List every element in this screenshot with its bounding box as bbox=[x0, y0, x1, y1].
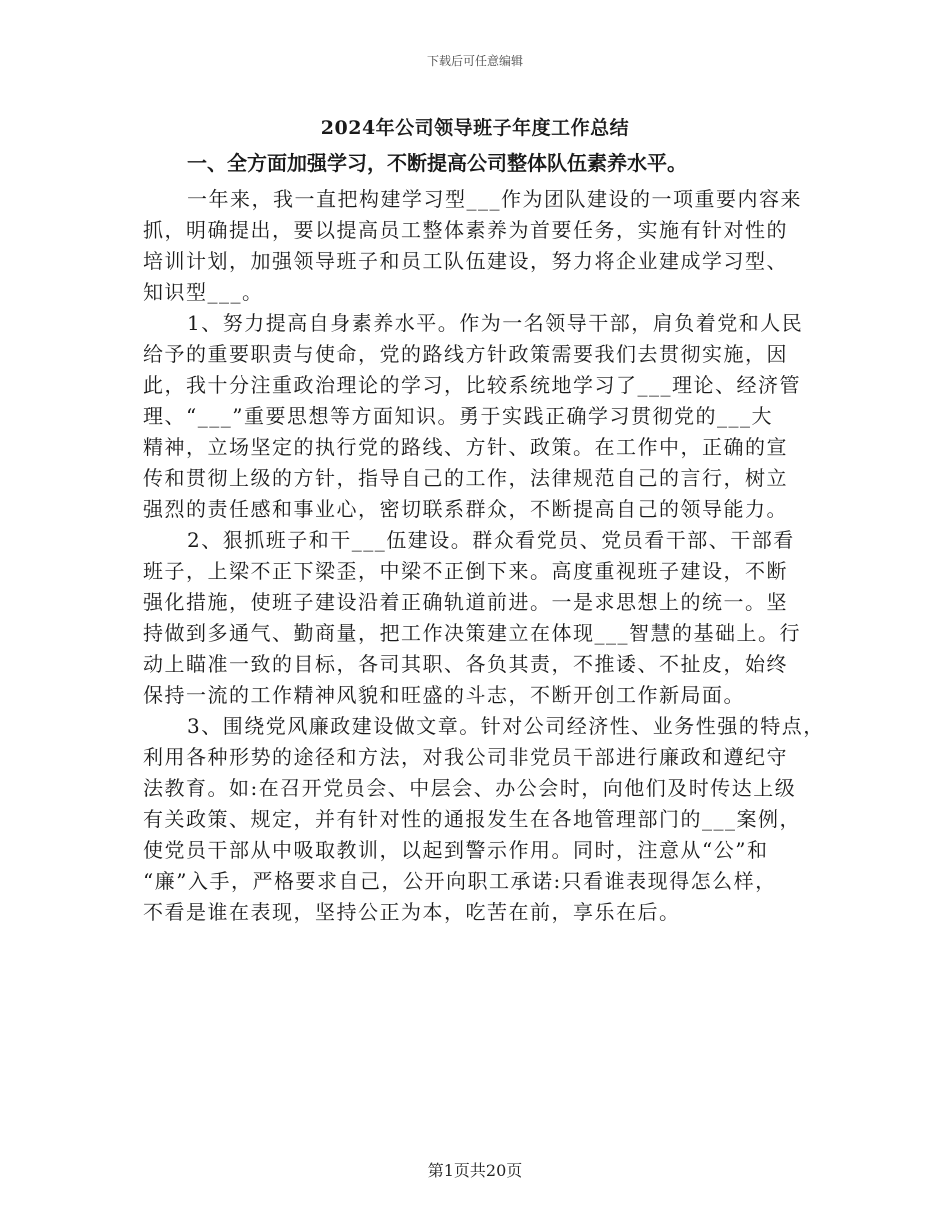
header-note: 下载后可任意编辑 bbox=[426, 54, 523, 68]
paragraph-line: 保持一流的工作精神风貌和旺盛的斗志，不断开创工作新局面。 bbox=[143, 683, 745, 707]
paragraph-line: 理、“___”重要思想等方面知识。勇于实践正确学习贯彻党的___大 bbox=[143, 404, 773, 428]
paragraph-line: 班子，上梁不正下梁歪，中梁不正倒下来。高度重视班子建设，不断 bbox=[143, 559, 788, 583]
paragraph-line: 3、围绕党风廉政建设做文章。针对公司经济性、业务性强的特点， bbox=[187, 714, 825, 738]
paragraph-line: 一年来，我一直把构建学习型___作为团队建设的一项重要内容来 bbox=[187, 187, 802, 211]
paragraph-item-3 bbox=[143, 711, 823, 928]
paragraph-line: 培训计划，加强领导班子和员工队伍建设，努力将企业建成学习型、 bbox=[143, 249, 788, 273]
paragraph-item-2 bbox=[143, 525, 823, 711]
section-heading: 一、全方面加强学习，不断提高公司整体队伍素养水平。 bbox=[187, 151, 687, 175]
paragraph-line: 2、狠抓班子和干___伍建设。群众看党员、党员看干部、干部看 bbox=[187, 528, 795, 552]
paragraph-line: 此，我十分注重政治理论的学习，比较系统地学习了___理论、经济管 bbox=[143, 373, 801, 397]
paragraph-line: 有关政策、规定，并有针对性的通报发生在各地管理部门的___案例， bbox=[143, 807, 801, 831]
paragraph-line: 强化措施，使班子建设沿着正确轨道前进。一是求思想上的统一。坚 bbox=[143, 590, 788, 614]
page-number: 第1页共20页 bbox=[427, 1161, 523, 1180]
paragraph-line: 1、努力提高自身素养水平。作为一名领导干部，肩负着党和人民 bbox=[187, 311, 804, 335]
paragraph-line: 动上瞄准一致的目标，各司其职、各负其责，不推诿、不扯皮，始终 bbox=[143, 652, 788, 676]
paragraph-item-1 bbox=[143, 308, 823, 525]
paragraph-line: 法教育。如:在召开党员会、中层会、办公会时，向他们及时传达上级 bbox=[143, 776, 797, 800]
paragraph-line: 持做到多通气、勤商量，把工作决策建立在体现___智慧的基础上。行 bbox=[143, 621, 801, 645]
paragraph-line: 抓，明确提出，要以提高员工整体素养为首要任务，实施有针对性的 bbox=[143, 218, 788, 242]
paragraph-line: 不看是谁在表现，坚持公正为本，吃苦在前，享乐在后。 bbox=[143, 900, 681, 924]
paragraph-line: 利用各种形势的途径和方法，对我公司非党员干部进行廉政和遵纪守 bbox=[143, 745, 788, 769]
paragraph-line: 精神，立场坚定的执行党的路线、方针、政策。在工作中，正确的宣 bbox=[143, 435, 788, 459]
paragraph-line: 给予的重要职责与使命，党的路线方针政策需要我们去贯彻实施，因 bbox=[143, 342, 788, 366]
document-body bbox=[143, 184, 823, 928]
paragraph-line: 使党员干部从中吸取教训，以起到警示作用。同时，注意从“公”和 bbox=[143, 838, 769, 862]
paragraph-line: 传和贯彻上级的方针，指导自己的工作，法律规范自己的言行，树立 bbox=[143, 466, 788, 490]
paragraph-line: 强烈的责任感和事业心，密切联系群众，不断提高自己的领导能力。 bbox=[143, 497, 788, 521]
paragraph-intro bbox=[143, 184, 823, 308]
paragraph-line: 知识型___。 bbox=[143, 280, 264, 304]
document-title: 2024年公司领导班子年度工作总结 bbox=[320, 117, 630, 139]
paragraph-line: “廉”入手，严格要求自己，公开向职工承诺:只看谁表现得怎么样， bbox=[143, 869, 777, 893]
